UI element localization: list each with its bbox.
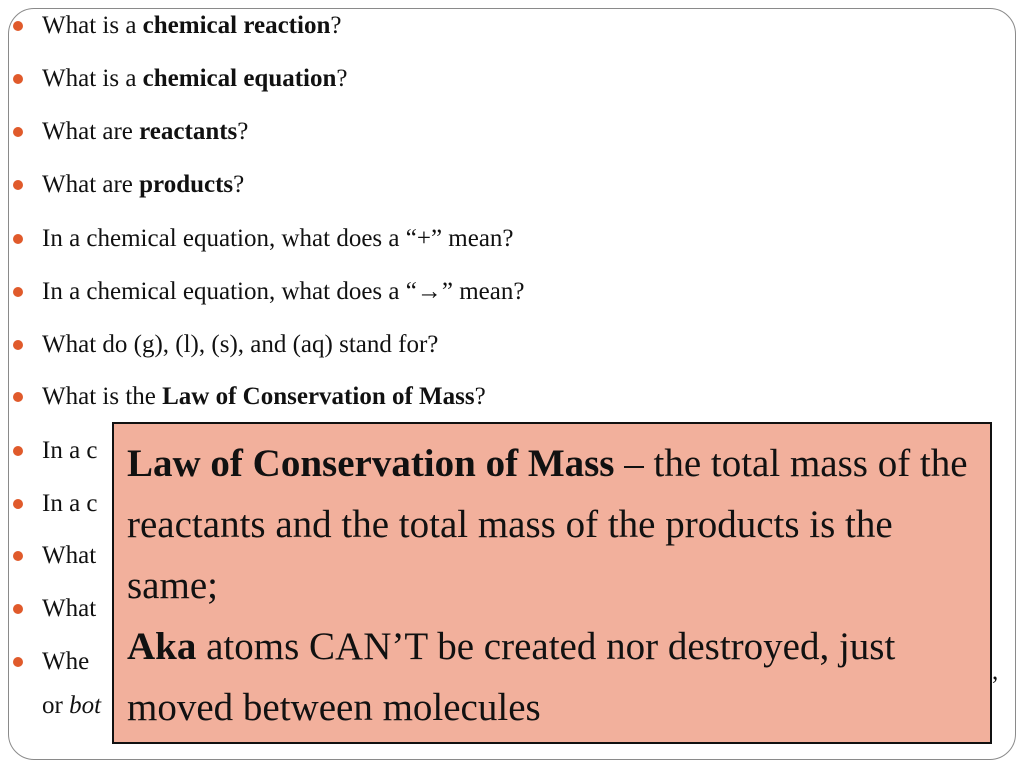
bullet-text: What: [42, 542, 97, 569]
bullet-dot-icon: [13, 551, 23, 561]
bullet-dot-icon: [13, 287, 23, 297]
bullet-term: chemical reaction: [142, 12, 331, 39]
list-item: [42, 62, 1002, 96]
bullet-dot-icon: [13, 657, 23, 667]
bullet-text: Whe: [42, 648, 90, 675]
callout-term: Law of Conservation of Mass: [127, 442, 615, 485]
bullet-text: ?: [474, 383, 486, 410]
bullet-term: products: [139, 171, 234, 198]
list-item: [42, 380, 1002, 414]
bullet-text: What is the: [42, 383, 163, 410]
bullet-dot-icon: [13, 127, 23, 137]
bullet-dot-icon: [13, 392, 23, 402]
callout-aka-text: atoms CAN’T be created nor destroyed, just moved between molecules: [127, 625, 896, 729]
bullet-text: ?: [336, 65, 348, 92]
bullet-dot-icon: [13, 340, 23, 350]
bullet-dot-icon: [13, 21, 23, 31]
bullet-dot-icon: [13, 180, 23, 190]
callout-aka-label: Aka: [127, 625, 197, 668]
bullet-dot-icon: [13, 446, 23, 456]
bullet-text: ” mean?: [441, 278, 525, 305]
bullet-dot-icon: [13, 499, 23, 509]
list-item: [42, 115, 1002, 149]
bullet-text: ?: [330, 12, 342, 39]
bullet-text: In a c: [42, 490, 98, 517]
bullet-text: In a chemical equation, what does a “+” mean?: [42, 225, 514, 252]
bullet-text: What is a: [42, 12, 143, 39]
right-arrow-icon: →: [416, 278, 442, 305]
bullet-term: Law of Conservation of Mass: [162, 383, 475, 410]
list-item: [42, 9, 1002, 43]
bullet-dot-icon: [13, 74, 23, 84]
bullet-text: ?: [237, 118, 249, 145]
list-item: [42, 275, 1002, 309]
callout-definition: – the total mass of the reactants and the total mass of the products is the same;: [127, 442, 968, 607]
list-item: [42, 222, 1002, 256]
bullet-text: What are: [42, 118, 140, 145]
bullet-term: chemical equation: [142, 65, 337, 92]
definition-callout: [112, 422, 992, 744]
trailing-comma: ,: [992, 658, 999, 685]
bullet-dot-icon: [13, 604, 23, 614]
bullet-term: reactants: [139, 118, 238, 145]
bullet-text: What is a: [42, 65, 143, 92]
list-item: [42, 168, 1002, 202]
list-item: [42, 328, 1002, 362]
bullet-text: What: [42, 595, 97, 622]
bullet-italic-text: bot: [69, 692, 102, 719]
bullet-text: What are: [42, 171, 140, 198]
bullet-text: or: [42, 692, 70, 719]
bullet-text: What do (g), (l), (s), and (aq) stand for?: [42, 331, 439, 358]
bullet-dot-icon: [13, 234, 23, 244]
bullet-text: In a chemical equation, what does a “: [42, 278, 417, 305]
bullet-text: In a c: [42, 437, 98, 464]
bullet-text: ?: [233, 171, 245, 198]
